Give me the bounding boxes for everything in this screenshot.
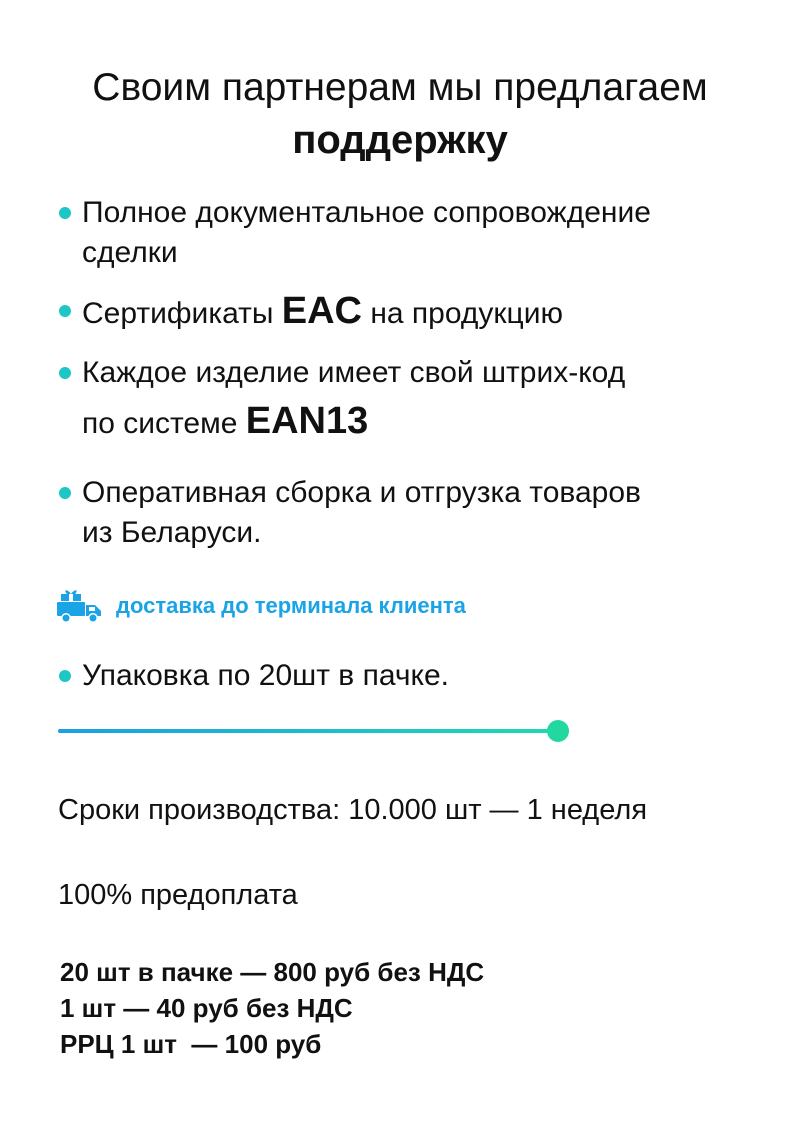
bullet-dot-icon (59, 207, 71, 219)
heading-line-1: Своим партнерам мы предлагаем (92, 66, 708, 109)
eac-mark: EAC (281, 290, 362, 332)
bullet-dot-icon (59, 305, 71, 317)
bullet-item-certificates (82, 291, 772, 334)
progress-bar (58, 729, 558, 733)
price-list (60, 954, 484, 1062)
ean13-mark: EAN13 (245, 400, 369, 442)
price-line-rrp: РРЦ 1 шт — 100 руб (60, 1029, 322, 1059)
delivery-label: доставка до терминала клиента (116, 593, 466, 618)
bullet-text: Сертификаты (82, 297, 282, 330)
progress-knob (547, 720, 569, 742)
prepayment: 100% предоплата (58, 879, 298, 911)
bullet-text-line-1: Каждое изделие имеет свой штрих-код (82, 356, 626, 389)
bullet-dot-icon (59, 670, 71, 682)
bullet-text: Упаковка по 20шт в пачке. (82, 659, 449, 692)
bullet-text-line-2: из Беларуси. (82, 516, 262, 549)
bullet-dot-icon (59, 487, 71, 499)
delivery-row (55, 584, 466, 628)
price-line-single: 1 шт — 40 руб без НДС (60, 993, 353, 1023)
bullet-item-documentation (82, 193, 772, 273)
bullet-dot-icon (59, 367, 71, 379)
truck-icon (55, 586, 103, 626)
bullet-item-barcode (82, 353, 772, 444)
bullet-item-shipping (82, 473, 772, 553)
bullet-item-packaging (82, 656, 772, 696)
bullet-text-line-1: Оперативная сборка и отгрузка товаров (82, 476, 641, 509)
price-line-pack: 20 шт в пачке — 800 руб без НДС (60, 957, 485, 987)
heading-line-2: поддержку (292, 118, 508, 162)
bullet-text-end: на продукцию (362, 297, 563, 330)
production-time: Сроки производства: 10.000 шт — 1 неделя (58, 794, 648, 826)
bullet-text-line-2: сделки (82, 236, 178, 269)
bullet-text-line-1: Полное документальное сопровождение (82, 196, 651, 229)
bullet-text-line-2: по системе (82, 407, 246, 440)
